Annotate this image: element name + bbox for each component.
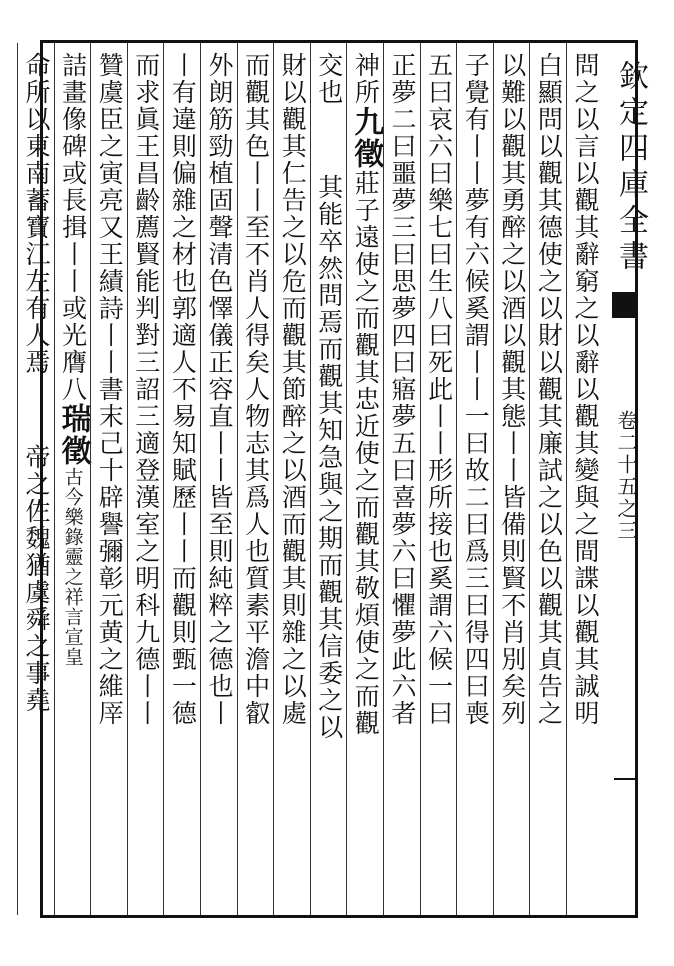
column-text: 交也 [314, 52, 344, 106]
text-column [202, 52, 236, 727]
text-column [56, 52, 90, 667]
column-text: 而觀其色丨丨至不肖人得矣人物志其爲人也質素平澹中叡 [241, 52, 271, 727]
column-text: 神所 [351, 52, 381, 106]
fold-mark [614, 778, 638, 780]
text-column [531, 52, 565, 727]
text-column [458, 52, 492, 727]
text-column [568, 52, 602, 727]
column-rule [273, 43, 274, 915]
column-text: 命所以東南蓄寶江左有人焉 [22, 52, 51, 376]
column-text: 古今樂錄靈之祥言宣皇 [61, 467, 84, 667]
column-text: 白顯問以觀其德使之以財以觀其廉試之以色以觀其貞告之 [534, 52, 564, 727]
column-text: 贊虞臣之寅亮又王績詩丨丨書末己十辟譽彌彰元黄之維厗 [95, 52, 125, 727]
column-rule [17, 43, 18, 915]
column-rule [456, 43, 457, 915]
column-rule [163, 43, 164, 915]
column-text: 帝之佐魏猶虞舜之事堯 [22, 444, 51, 714]
column-text: 以難以觀其勇醉之以酒以觀其態丨丨皆備則賢不肖別矣列 [497, 52, 527, 727]
column-rule [420, 43, 421, 915]
text-column [422, 52, 456, 727]
column-text: 問之以言以觀其辭窮之以辭以觀其變與之間諜以觀其誠明 [571, 52, 600, 727]
section-heading: 九徵 [348, 106, 384, 170]
text-column [19, 52, 53, 714]
column-text: 莊子遠使之而觀其忠近使之而觀其敬煩使之而觀 [351, 170, 381, 737]
column-rule [90, 43, 91, 915]
book-title: 欽定四庫全書 [613, 60, 648, 276]
column-rule [346, 43, 347, 915]
fishtail-mark [612, 292, 638, 318]
column-rule [493, 43, 494, 915]
column-rule [127, 43, 128, 915]
section-heading: 瑞徵 [55, 403, 91, 467]
column-text: 丨有違則偏雜之材也郭適人不易知賦歷丨丨而觀則甄一德 [168, 52, 198, 727]
text-column [239, 52, 273, 727]
column-text: 詰畫像碑或長揖丨丨或光膺八 [58, 52, 88, 403]
column-rule [310, 43, 311, 915]
text-column [385, 52, 419, 727]
column-text: 財以觀其仁告之以危而觀其節醉之以酒而觀其則雜之以處 [278, 52, 308, 727]
column-rule [237, 43, 238, 915]
column-text: 五曰哀六曰樂七曰生八曰死此丨丨形所接也奚謂六候一曰 [424, 52, 454, 727]
column-text: 外朗筋勁植固聲清色懌儀正容直丨丨皆至則純粹之德也丨 [205, 52, 234, 727]
chapter-label: 卷二十五之三 [614, 410, 638, 542]
text-column [275, 52, 309, 727]
column-text: 正夢二曰噩夢三曰思夢四曰寤夢五曰喜夢六曰懼夢此六者 [388, 52, 417, 727]
column-text: 而求眞王昌齡薦賢能判對三詔三適登漢室之明科九德丨丨 [131, 52, 161, 727]
column-rule [529, 43, 530, 915]
text-column [312, 52, 346, 741]
column-rule [566, 43, 567, 915]
text-column [92, 52, 126, 727]
text-column [165, 52, 199, 727]
column-rule [200, 43, 201, 915]
text-column [348, 52, 382, 737]
text-column [495, 52, 529, 727]
column-rule [383, 43, 384, 915]
column-text: 其能卒然問焉而觀其知急與之期而觀其信委之以 [314, 174, 344, 741]
column-rule [54, 43, 55, 915]
column-text: 子覺有丨丨夢有六候奚謂丨丨一曰故二曰爲三曰得四曰喪 [461, 52, 491, 727]
text-column [129, 52, 163, 727]
